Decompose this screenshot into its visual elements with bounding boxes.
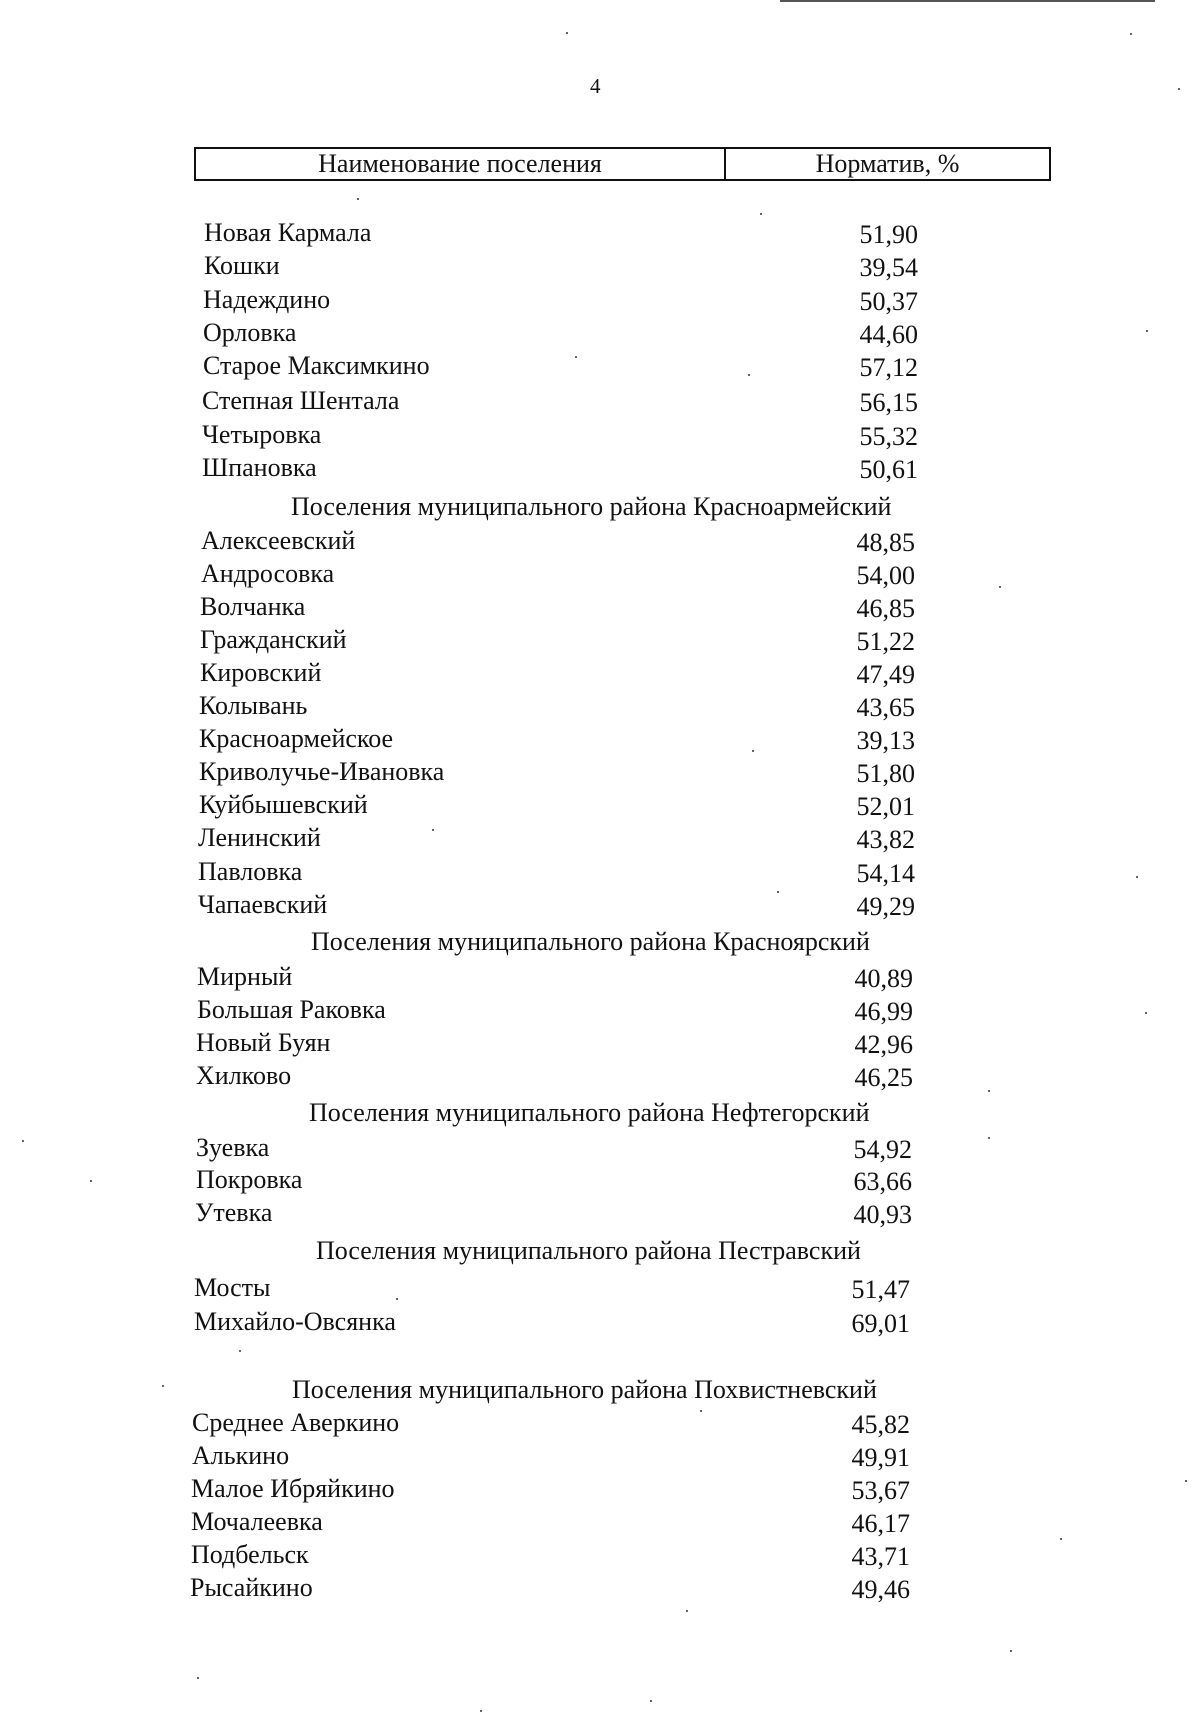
- scan-speck: [162, 1385, 164, 1387]
- settlement-name: Куйбышевский: [199, 790, 368, 819]
- scan-speck: [1060, 1538, 1062, 1540]
- settlement-name: Чапаевский: [198, 890, 328, 919]
- table-row: [0, 1196, 1200, 1229]
- table-row: [0, 1131, 1200, 1164]
- scan-speck: [988, 1090, 990, 1092]
- settlement-name: Гражданский: [200, 625, 347, 654]
- scan-speck: [686, 1610, 688, 1612]
- table-row: [0, 451, 1200, 484]
- norm-value: 50,37: [859, 287, 918, 316]
- table-row: [0, 249, 1200, 282]
- norm-value: 40,89: [854, 964, 913, 993]
- settlement-name: Мирный: [197, 962, 293, 991]
- norm-value: 51,80: [856, 759, 915, 788]
- scan-speck: [1178, 88, 1180, 90]
- scan-speck: [90, 1180, 92, 1182]
- table-row: [0, 1472, 1200, 1505]
- scan-speck: [566, 32, 568, 34]
- settlement-name: Зуевка: [196, 1133, 270, 1162]
- settlement-name: Большая Раковка: [197, 995, 386, 1024]
- settlement-name: Покровка: [196, 1165, 303, 1194]
- district-group-heading: Поселения муниципального района Пестравский: [316, 1236, 861, 1265]
- scan-speck: [432, 829, 434, 831]
- norm-value: 54,92: [853, 1135, 912, 1164]
- norm-value: 54,00: [856, 561, 915, 590]
- settlement-name: Утевка: [195, 1198, 273, 1227]
- settlement-name: Степная Шентала: [202, 386, 400, 415]
- table-row: [0, 590, 1200, 623]
- table-row: [0, 1026, 1200, 1059]
- scan-speck: [480, 1710, 482, 1712]
- settlement-name: Павловка: [198, 857, 303, 886]
- norm-value: 40,93: [853, 1200, 912, 1229]
- table-row: [0, 216, 1200, 249]
- table-header: [194, 147, 1051, 181]
- settlement-name: Кировский: [200, 658, 322, 687]
- district-group-heading: Поселения муниципального района Нефтегорский: [309, 1098, 870, 1127]
- settlement-name: Малое Ибряйкино: [191, 1474, 395, 1503]
- norm-value: 51,90: [859, 220, 918, 249]
- table-row: [0, 524, 1200, 557]
- norm-value: 45,82: [851, 1410, 910, 1439]
- scan-speck: [396, 1298, 398, 1300]
- norm-value: 46,99: [854, 997, 913, 1026]
- settlement-name: Волчанка: [200, 592, 306, 621]
- table-row: [0, 384, 1200, 417]
- table-row: [0, 623, 1200, 656]
- settlement-name: Красноармейское: [199, 724, 394, 753]
- settlement-name: Алексеевский: [201, 526, 356, 555]
- norm-value: 52,01: [856, 792, 915, 821]
- norm-value: 43,65: [856, 693, 915, 722]
- scan-speck: [1130, 33, 1132, 35]
- scan-speck: [239, 1350, 241, 1352]
- table-row: [0, 418, 1200, 451]
- table-row: [0, 557, 1200, 590]
- norm-value: 39,13: [856, 726, 915, 755]
- norm-value: 39,54: [859, 253, 918, 282]
- scan-speck: [1145, 1012, 1147, 1014]
- settlement-name: Среднее Аверкино: [192, 1408, 400, 1437]
- table-row: [0, 821, 1200, 854]
- norm-value: 54,14: [856, 859, 915, 888]
- settlement-name: Андросовка: [201, 559, 335, 588]
- settlement-name: Кошки: [204, 251, 280, 280]
- settlement-name: Колывань: [199, 691, 308, 720]
- settlement-name: Подбельск: [191, 1540, 309, 1569]
- table-row: [0, 993, 1200, 1026]
- scan-speck: [650, 1700, 652, 1702]
- scan-speck: [197, 1677, 199, 1679]
- table-row: [0, 755, 1200, 788]
- header-value-column: Норматив, %: [815, 149, 960, 178]
- settlement-name: Старое Максимкино: [203, 351, 430, 380]
- page-number: 4: [590, 74, 601, 98]
- settlement-name: Михайло-Овсянка: [194, 1307, 396, 1336]
- table-row: [0, 656, 1200, 689]
- norm-value: 51,22: [856, 627, 915, 656]
- scan-speck: [988, 1137, 990, 1139]
- norm-value: 48,85: [856, 528, 915, 557]
- scan-speck: [999, 586, 1001, 588]
- table-row: [0, 1305, 1200, 1338]
- norm-value: 49,46: [851, 1575, 910, 1604]
- norm-value: 56,15: [859, 388, 918, 417]
- scan-speck: [22, 1140, 24, 1142]
- scan-speck: [760, 213, 762, 215]
- norm-value: 49,29: [856, 892, 915, 921]
- table-row: [0, 1271, 1200, 1304]
- top-border-line: [780, 0, 1155, 2]
- norm-value: 69,01: [851, 1309, 910, 1338]
- norm-value: 46,85: [856, 594, 915, 623]
- scan-speck: [575, 356, 577, 358]
- table-row: [0, 1505, 1200, 1538]
- settlement-name: Шпановка: [202, 453, 317, 482]
- scan-speck: [700, 1410, 702, 1412]
- table-row: [0, 1538, 1200, 1571]
- table-row: [0, 960, 1200, 993]
- district-group-heading: Поселения муниципального района Похвистневский: [292, 1375, 877, 1404]
- scan-speck: [1010, 1650, 1012, 1652]
- district-group-heading: Поселения муниципального района Красноармейский: [291, 492, 892, 521]
- settlement-name: Орловка: [203, 318, 297, 347]
- scan-speck: [1146, 330, 1148, 332]
- settlement-name: Ленинский: [198, 823, 321, 852]
- norm-value: 42,96: [854, 1030, 913, 1059]
- settlement-name: Мочалеевка: [191, 1507, 323, 1536]
- table-row: [0, 1439, 1200, 1472]
- settlement-name: Надеждино: [203, 285, 331, 314]
- settlement-name: Мосты: [194, 1273, 271, 1302]
- table-row: [0, 855, 1200, 888]
- table-row: [0, 689, 1200, 722]
- scan-speck: [752, 750, 754, 752]
- district-group-heading: Поселения муниципального района Красноярский: [311, 927, 870, 956]
- table-row: [0, 788, 1200, 821]
- norm-value: 43,82: [856, 825, 915, 854]
- norm-value: 57,12: [859, 353, 918, 382]
- settlement-name: Рысайкино: [190, 1573, 313, 1602]
- scan-speck: [1136, 876, 1138, 878]
- norm-value: 63,66: [853, 1167, 912, 1196]
- table-row: [0, 1571, 1200, 1604]
- scan-speck: [357, 198, 359, 200]
- norm-value: 53,67: [851, 1476, 910, 1505]
- table-row: [0, 316, 1200, 349]
- table-row: [0, 349, 1200, 382]
- header-name-column: Наименование поселения: [196, 149, 726, 179]
- norm-value: 49,91: [851, 1443, 910, 1472]
- settlement-name: Хилково: [196, 1061, 292, 1090]
- norm-value: 50,61: [859, 455, 918, 484]
- norm-value: 55,32: [859, 422, 918, 451]
- table-row: [0, 722, 1200, 755]
- scan-speck: [1185, 1480, 1187, 1482]
- table-row: [0, 888, 1200, 921]
- norm-value: 51,47: [851, 1275, 910, 1304]
- scan-speck: [748, 374, 750, 376]
- settlement-name: Криволучье-Ивановка: [199, 757, 445, 786]
- table-row: [0, 1163, 1200, 1196]
- settlement-name: Новый Буян: [196, 1028, 331, 1057]
- settlement-name: Четыровка: [202, 420, 322, 449]
- norm-value: 46,17: [851, 1509, 910, 1538]
- table-row: [0, 1059, 1200, 1092]
- norm-value: 44,60: [859, 320, 918, 349]
- table-row: [0, 1406, 1200, 1439]
- settlement-name: Алькино: [192, 1441, 290, 1470]
- table-row: [0, 283, 1200, 316]
- scan-speck: [777, 891, 779, 893]
- norm-value: 43,71: [851, 1542, 910, 1571]
- settlement-name: Новая Кармала: [204, 218, 372, 247]
- norm-value: 47,49: [856, 660, 915, 689]
- norm-value: 46,25: [854, 1063, 913, 1092]
